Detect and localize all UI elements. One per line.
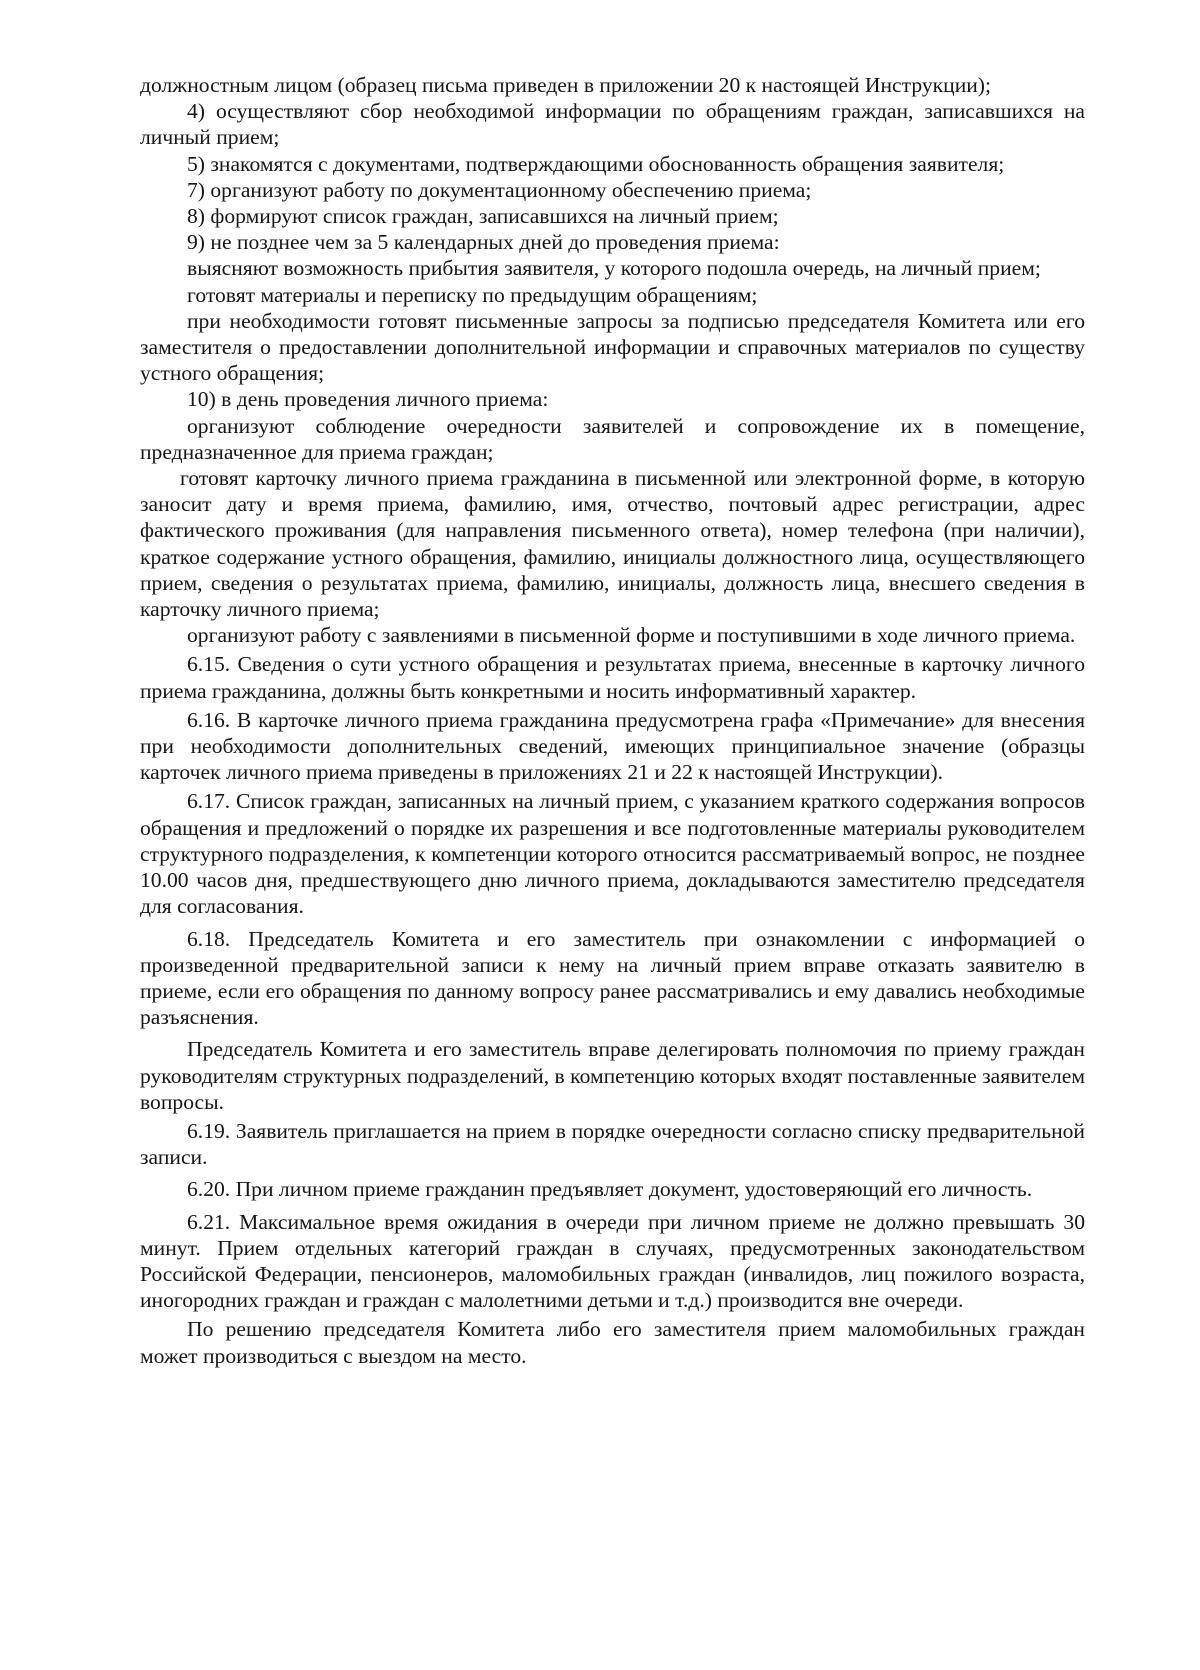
list-item-5: 5) знакомятся с документами, подтверждающими обоснованность обращения заявителя; <box>187 151 1005 176</box>
list-item-7: 7) организуют работу по документационному обеспечению приема; <box>187 177 812 202</box>
clause-6-15: 6.15. Сведения о сути устного обращения и результатах приема, внесенные в карточку личного приема гражданина, должны быть конкретными и носить информативный характер. <box>140 652 1085 703</box>
list-item-9: 9) не позднее чем за 5 календарных дней до проведения приема: <box>187 230 780 255</box>
sub-item-prepare-card: готовят карточку личного приема гражданина в письменной или электронной форме, в которую заносит дату и время приема, фамилию, имя, отчество, почтовый адрес регистрации, адрес фактического проживания (для направления письменного ответа), номер телефона (при наличии), краткое содержание устного обращения, фамилию, инициалы должностного лица, осуществляющего прием, сведения о результатах приема, фамилию, инициалы, должность лица, внесшего сведения в карточку личного приема; <box>140 466 1085 622</box>
sub-item-prepare-materials: готовят материалы и переписку по предыдущим обращениям; <box>187 282 758 307</box>
sub-item-check-arrival: выясняют возможность прибытия заявителя, у которого подошла очередь, на личный прием; <box>187 256 1041 281</box>
clause-6-17: 6.17. Список граждан, записанных на личный прием, с указанием краткого содержания вопросов обращения и предложений о порядке их разрешения и все подготовленные материалы руководителем структурного подразделения, к компетенции которого относится рассматриваемый вопрос, не позднее 10.00 часов дня, предшествующего дню личного приема, докладываются заместителю председателя для согласования. <box>140 789 1085 919</box>
sub-item-organize-queue: организуют соблюдение очередности заявителей и сопровождение их в помещение, предназначенное для приема граждан; <box>140 413 1085 464</box>
list-item-8: 8) формируют список граждан, записавшихся на личный прием; <box>187 204 779 229</box>
sub-item-prepare-requests: при необходимости готовят письменные запросы за подписью председателя Комитета или его заместителя о предоставлении дополнительной информации и справочных материалов по существу устного обращения; <box>140 308 1085 386</box>
clause-6-18: 6.18. Председатель Комитета и его заместитель при ознакомлении с информацией о произведенной предварительной записи к нему на личный прием вправе отказать заявителю в приеме, если его обращения по данному вопросу ранее рассматривались и ему давались необходимые разъяснения. <box>140 926 1085 1030</box>
sub-item-organize-work: организуют работу с заявлениями в письменной форме и поступившими в ходе личного приема. <box>187 623 1076 648</box>
clause-6-16: 6.16. В карточке личного приема гражданина предусмотрена графа «Примечание» для внесения при необходимости дополнительных сведений, имеющих принципиальное значение (образцы карточек личного приема приведены в приложениях 21 и 22 к настоящей Инструкции). <box>140 707 1085 785</box>
list-item-4: 4) осуществляют сбор необходимой информации по обращениям граждан, записавшихся на личный прием; <box>140 99 1085 150</box>
document-page <box>140 72 1085 1369</box>
clause-6-20: 6.20. При личном приеме гражданин предъявляет документ, удостоверяющий его личность. <box>187 1177 1033 1202</box>
clause-6-19: 6.19. Заявитель приглашается на прием в порядке очередности согласно списку предварительной записи. <box>140 1118 1085 1170</box>
clause-6-21-mobility: По решению председателя Комитета либо его заместителя прием маломобильных граждан может производиться с выездом на место. <box>140 1317 1085 1368</box>
clause-6-18-delegation: Председатель Комитета и его заместитель вправе делегировать полномочия по приему граждан руководителям структурных подразделений, в компетенцию которых входят поставленные заявителем вопросы. <box>140 1037 1085 1114</box>
clause-6-21: 6.21. Максимальное время ожидания в очереди при личном приеме не должно превышать 30 минут. Прием отдельных категорий граждан в случаях, предусмотренных законодательством Российской Федерации, пенсионеров, маломобильных граждан (инвалидов, лиц пожилого возраста, иногородних граждан и граждан с малолетними детьми и т.д.) производится вне очереди. <box>140 1209 1085 1313</box>
paragraph-continuation: должностным лицом (образец письма приведен в приложении 20 к настоящей Инструкции); <box>140 73 992 97</box>
list-item-10: 10) в день проведения личного приема: <box>187 387 549 412</box>
